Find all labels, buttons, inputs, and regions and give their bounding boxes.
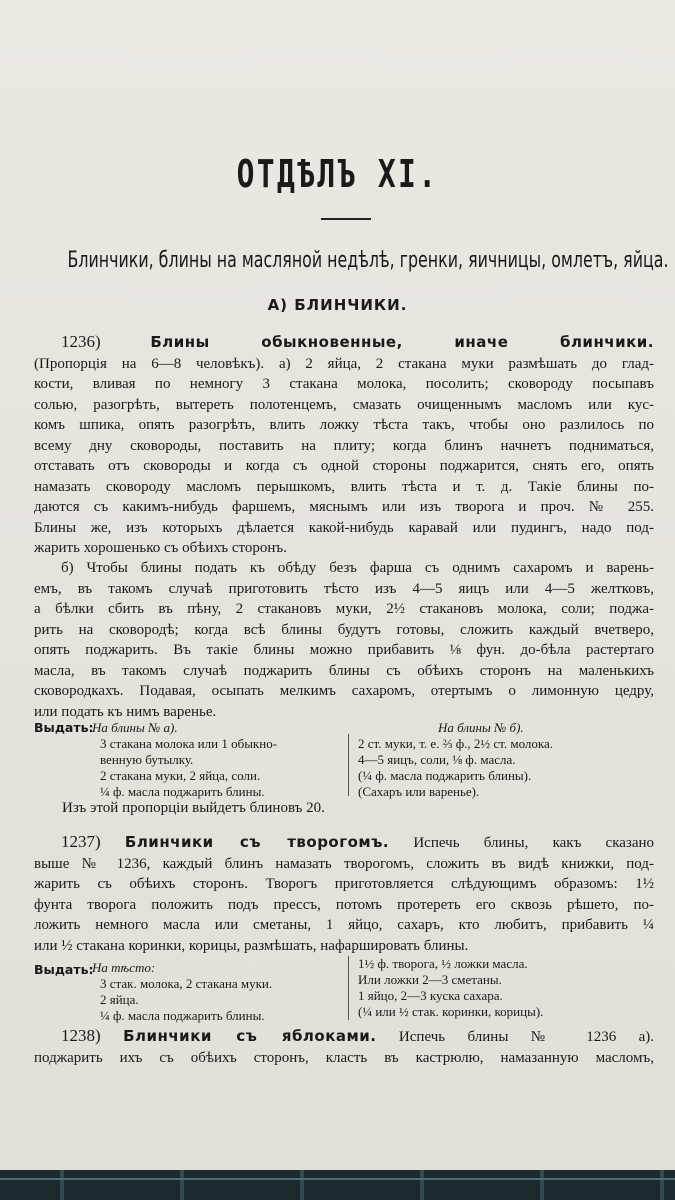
yield-block-1236 — [34, 720, 654, 798]
chapter-title: Блинчики, блины на масляной недѣлѣ, гренки, яичницы, омлетъ, яйца. — [67, 248, 669, 273]
text-line: отставать отъ сковороды и когда съ одной стороны поджарится, снять его, опять — [34, 458, 654, 474]
text-line: масла, въ такомъ случаѣ поджарить блины съ обѣихъ сторонъ на маленькихъ — [34, 662, 654, 679]
ingredient-row: ¼ ф. масла поджарить блины. — [100, 784, 265, 799]
subsection-title: А) БЛИНЧИКИ. — [267, 296, 408, 314]
text-line: кости, вливая по немногу 3 стакана молока, посолить; сковороду посыпавъ — [34, 376, 654, 392]
yield-label: Выдать: — [34, 962, 94, 977]
recipe-1237 — [34, 832, 654, 956]
text-line: даются съ какимъ-нибудь фаршемъ, мяснымъ или изъ творога и проч. № 255. — [34, 499, 654, 515]
ingredient-row: (¼ или ½ стак. коринки, корицы). — [358, 1004, 544, 1019]
ingredients-heading: На блины № а). — [92, 720, 178, 735]
text-line: а бѣлки сбить въ пѣну, 2 стакановъ муки, 2½ стакановъ молока, соли; поджа- — [34, 601, 654, 617]
ingredient-row: 1 яйцо, 2—3 куска сахара. — [358, 988, 503, 1003]
text-line: намазать сковороду масломъ перышкомъ, влить тѣста и т. д. Такіе блины по- — [34, 478, 654, 495]
recipe-1238-heading — [34, 1026, 654, 1048]
ingredients-right — [358, 956, 543, 1020]
text-line: рить на сковородѣ; когда всѣ блины будутъ готовы, сложить каждый вчетверо, — [34, 621, 654, 638]
column-divider — [348, 956, 349, 1020]
text-line: Блины же, изъ которыхъ дѣлается какой-нибудь каравай или пудингъ, надо под- — [34, 519, 654, 536]
ingredient-row: 4—5 яицъ, соли, ⅛ ф. масла. — [358, 752, 516, 767]
text-line: комъ шпика, опять разогрѣть, влить ложку тѣста такъ, чтобы оно разлилось по — [34, 417, 654, 433]
recipe-1236 — [34, 332, 654, 559]
ingredients-left — [92, 960, 272, 1024]
title-rule — [321, 218, 371, 220]
recipe-number: 1238) — [61, 1026, 101, 1045]
recipe-1236-variant-b — [34, 558, 654, 722]
text-line: жарить хорошенько съ обѣихъ сторонъ. — [34, 540, 287, 556]
recipe-name: Блинчики съ творогомъ. — [124, 833, 390, 851]
text-line: жарить съ обѣихъ сторонъ. Творогъ приготовляется слѣдующимъ образомъ: 1½ — [34, 876, 654, 892]
recipe-text: Испечь блины № 1236 а). — [398, 1029, 655, 1045]
recipe-1237-heading — [34, 832, 654, 854]
text-line: поджарить ихъ съ обѣихъ сторонъ, класть въ кастрюлю, намазанную масломъ, — [34, 1049, 654, 1066]
recipe-number: 1237) — [61, 832, 101, 851]
yield-summary: Изъ этой пропорціи выйдетъ блиновъ 20. — [62, 800, 325, 816]
ingredient-row: ¼ ф. масла поджарить блины. — [100, 1008, 265, 1023]
yield-block-1237 — [34, 956, 654, 1022]
yield-label: Выдать: — [34, 720, 94, 735]
recipe-text: Испечь блины, какъ сказано — [413, 835, 655, 851]
ingredient-row: 2 стакана муки, 2 яйца, соли. — [100, 768, 261, 783]
text-line: сковородкахъ. Подавая, осыпать мелкимъ сахаромъ, отертымъ о лимонную цедру, — [34, 683, 654, 699]
ingredient-row: 1½ ф. творога, ½ ложки масла. — [358, 956, 528, 971]
ingredient-row: (¼ ф. масла поджарить блины). — [358, 768, 532, 783]
text-line: емъ, въ такомъ случаѣ приготовить тѣсто изъ 4—5 яицъ или 4—5 желтковъ, — [34, 580, 654, 597]
text-line: (Пропорція на 6—8 человѣкъ). а) 2 яйца, 2 стакана муки размѣшать до глад- — [34, 355, 654, 372]
text-line: всему дну сковороды, поставить на плиту; когда блинъ начнетъ подниматься, — [34, 437, 654, 454]
column-divider — [348, 734, 349, 796]
background-grid-line — [0, 1178, 675, 1180]
ingredients-left — [92, 720, 277, 800]
text-line: или подать къ нимъ варенье. — [34, 703, 217, 720]
text-line: б) Чтобы блины подать къ обѣду безъ фарша съ однимъ сахаромъ и варень- — [61, 560, 654, 576]
ingredients-heading: На блины № б). — [438, 720, 524, 735]
recipe-1238 — [34, 1026, 654, 1068]
ingredient-row: 2 яйца. — [100, 992, 139, 1007]
recipe-name: Блинчики съ яблоками. — [123, 1027, 377, 1045]
ingredient-row: венную бутылку. — [100, 752, 194, 767]
ingredient-row: 2 ст. муки, т. е. ⅔ ф., 2½ ст. молока. — [358, 736, 554, 751]
ingredient-row: 3 стак. молока, 2 стакана муки. — [100, 976, 273, 991]
ingredients-right — [358, 720, 553, 800]
text-line: солью, разогрѣть, вытереть полотенцемъ, смазать очищеннымъ масломъ или кус- — [34, 396, 654, 413]
recipe-name: Блины обыкновенные, иначе блинчики. — [150, 333, 655, 351]
ingredient-row: Или ложки 2—3 сметаны. — [358, 972, 502, 987]
ingredients-heading: На тѣсто: — [92, 960, 156, 975]
section-title: ОТДѢЛЪ XI. — [236, 152, 439, 196]
text-line: фунта творога положить подъ прессъ, потомъ протереть его сквозь рѣшето, по- — [34, 896, 654, 913]
recipe-1236-heading — [34, 332, 654, 354]
ingredient-row: (Сахаръ или варенье). — [358, 784, 480, 799]
recipe-number: 1236) — [61, 332, 101, 351]
text-line: или ½ стакана коринки, корицы, размѣшать, нафаршировать блины. — [34, 937, 469, 954]
text-line: ложить немного масла или сметаны, 1 яйцо, сахаръ, кто любитъ, прибавить ¼ — [34, 917, 654, 933]
text-line: опять поджарить. Въ такіе блины можно прибавить ⅛ фун. до-бѣла растертаго — [34, 642, 654, 658]
background-strip — [0, 1170, 675, 1200]
ingredient-row: 3 стакана молока или 1 обыкно- — [100, 736, 278, 751]
text-line: выше № 1236, каждый блинъ намазать творогомъ, сложить въ видѣ книжки, под- — [34, 855, 654, 872]
